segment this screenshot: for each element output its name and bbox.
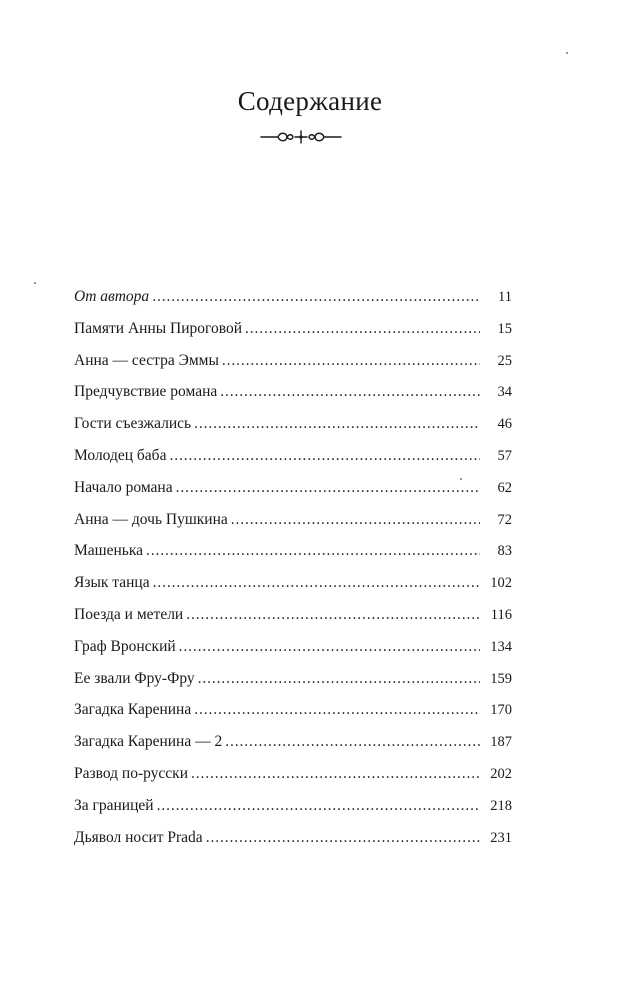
toc-entry-title: Гости съезжались bbox=[74, 415, 192, 433]
paper-speck bbox=[34, 282, 36, 284]
toc-entry-page-number: 170 bbox=[490, 702, 512, 719]
toc-entry-title: За границей bbox=[74, 796, 154, 814]
toc-entry bbox=[74, 479, 512, 511]
toc-entry-title: Анна — сестра Эммы bbox=[74, 351, 219, 369]
toc-entry-title: Предчувствие романа bbox=[74, 383, 218, 401]
toc-dot-leader bbox=[157, 797, 480, 815]
toc-entry bbox=[74, 765, 512, 797]
toc-entry-page-number: 202 bbox=[490, 765, 512, 782]
toc-entry-title: Молодец баба bbox=[74, 446, 167, 464]
toc-entry-page-number: 83 bbox=[497, 543, 512, 560]
toc-dot-leader bbox=[153, 574, 480, 592]
toc-entry-page-number: 231 bbox=[490, 829, 512, 846]
toc-entry bbox=[74, 352, 512, 384]
toc-entry bbox=[74, 542, 512, 574]
toc-entry-page-number: 25 bbox=[497, 352, 512, 369]
toc-entry bbox=[74, 733, 512, 765]
toc-dot-leader bbox=[198, 670, 480, 688]
toc-entry-title: Загадка Каренина — 2 bbox=[74, 733, 223, 751]
toc-entry-page-number: 72 bbox=[497, 511, 512, 528]
toc-dot-leader bbox=[186, 606, 480, 624]
toc-entry-title: Машенька bbox=[74, 542, 144, 560]
toc-entry bbox=[74, 574, 512, 606]
paper-speck bbox=[566, 52, 568, 54]
toc-dot-leader bbox=[220, 383, 480, 401]
toc-dot-leader bbox=[222, 352, 480, 370]
toc-dot-leader bbox=[179, 638, 480, 656]
toc-entry-title: Поезда и метели bbox=[74, 605, 184, 623]
toc-entry-page-number: 11 bbox=[498, 289, 512, 305]
toc-entry-page-number: 159 bbox=[490, 670, 512, 687]
toc-entry bbox=[74, 320, 512, 352]
toc-entry bbox=[74, 383, 512, 415]
toc-entry-title: Анна — дочь Пушкина bbox=[74, 510, 228, 528]
toc-entry bbox=[74, 701, 512, 733]
page-title: Содержание bbox=[237, 86, 383, 116]
toc-entry bbox=[74, 670, 512, 702]
toc-entry bbox=[74, 638, 512, 670]
toc-entry-title: Язык танца bbox=[74, 574, 150, 592]
toc-entry-page-number: 57 bbox=[497, 447, 512, 464]
decorative-flourish-icon bbox=[260, 128, 342, 146]
table-of-contents bbox=[74, 288, 512, 860]
toc-entry bbox=[74, 447, 512, 479]
toc-entry bbox=[74, 511, 512, 543]
toc-dot-leader bbox=[231, 511, 480, 529]
toc-entry-page-number: 46 bbox=[497, 416, 512, 433]
toc-entry-page-number: 187 bbox=[490, 734, 512, 751]
toc-entry-page-number: 34 bbox=[497, 384, 512, 401]
toc-entry-title: Начало романа bbox=[74, 478, 173, 496]
toc-dot-leader bbox=[206, 829, 480, 847]
toc-entry-title: Дьявол носит Prada bbox=[74, 828, 203, 846]
toc-entry-title: Загадка Каренина bbox=[74, 701, 192, 719]
toc-dot-leader bbox=[146, 542, 480, 560]
toc-entry bbox=[74, 797, 512, 829]
paper-speck bbox=[460, 478, 462, 480]
toc-dot-leader bbox=[194, 415, 480, 433]
toc-entry-page-number: 102 bbox=[490, 575, 512, 592]
toc-entry-title: Развод по-русски bbox=[74, 764, 188, 782]
toc-entry bbox=[74, 606, 512, 638]
toc-entry bbox=[74, 288, 512, 320]
toc-entry-page-number: 116 bbox=[490, 606, 512, 623]
toc-entry bbox=[74, 829, 512, 861]
toc-entry-page-number: 15 bbox=[497, 320, 512, 337]
toc-dot-leader bbox=[176, 479, 480, 497]
toc-dot-leader bbox=[245, 320, 480, 338]
toc-entry-page-number: 218 bbox=[490, 797, 512, 814]
toc-dot-leader bbox=[191, 765, 480, 783]
toc-entry-page-number: 62 bbox=[497, 479, 512, 496]
toc-dot-leader bbox=[152, 288, 480, 306]
toc-dot-leader bbox=[225, 733, 480, 751]
toc-entry-title: Памяти Анны Пироговой bbox=[74, 319, 242, 337]
toc-entry bbox=[74, 415, 512, 447]
toc-dot-leader bbox=[169, 447, 480, 465]
toc-dot-leader bbox=[194, 701, 480, 719]
toc-entry-title: Граф Вронский bbox=[74, 637, 176, 655]
toc-entry-page-number: 134 bbox=[490, 638, 512, 655]
toc-entry-title: От автора bbox=[74, 288, 150, 305]
toc-entry-title: Ее звали Фру-Фру bbox=[74, 669, 195, 687]
